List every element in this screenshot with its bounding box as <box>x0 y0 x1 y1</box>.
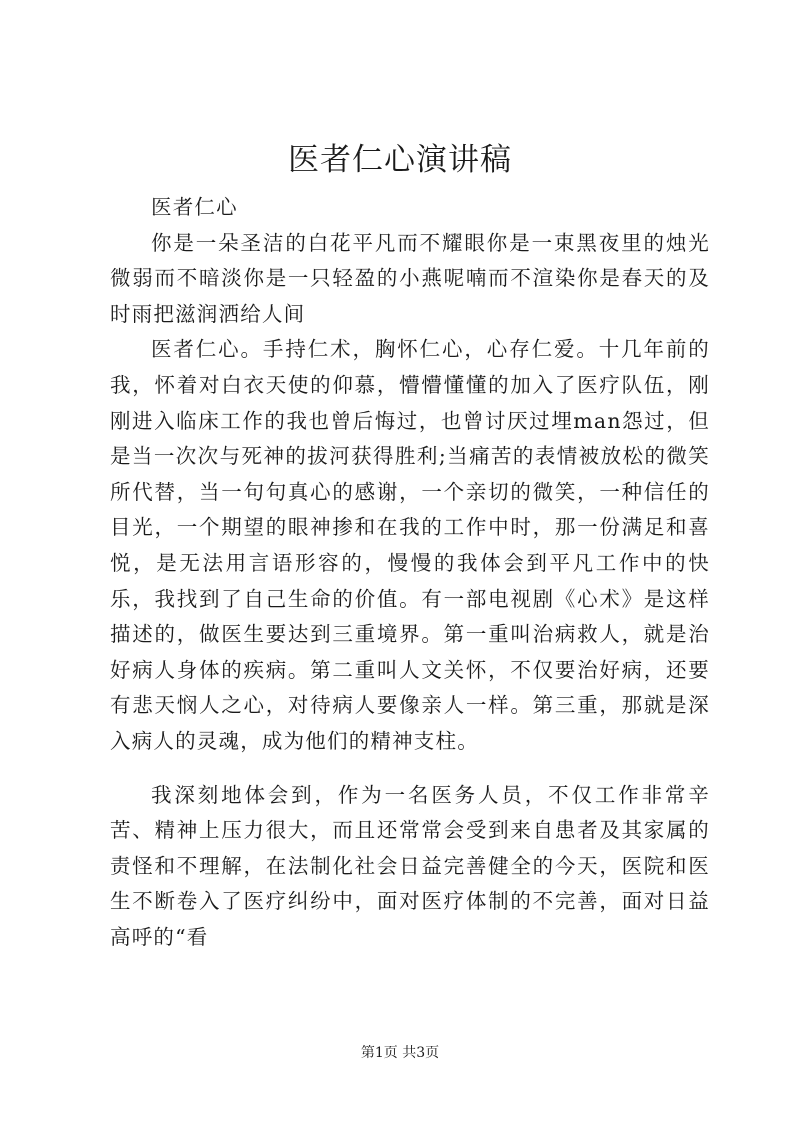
page-indicator: 第1页 共3页 <box>360 1045 440 1061</box>
document-title: 医者仁心演讲稿 <box>288 142 512 178</box>
document-body <box>110 190 710 955</box>
paragraph-poem: 你是一朵圣洁的白花平凡而不耀眼你是一束黑夜里的烛光微弱而不暗淡你是一只轻盈的小燕呢喃而不渲染你是春天的及时雨把滋润洒给人间 <box>110 230 710 326</box>
paragraph-reflection: 我深刻地体会到，作为一名医务人员，不仅工作非常辛苦、精神上压力很大，而且还常常会受到来自患者及其家属的责怪和不理解，在法制化社会日益完善健全的今天，医院和医生不断卷入了医疗纠纷中，面对医疗体制的不完善，面对日益高呼的“看 <box>110 782 710 949</box>
paragraph-heading: 医者仁心 <box>151 195 238 219</box>
paragraph-main: 医者仁心。手持仁术，胸怀仁心，心存仁爱。十几年前的我，怀着对白衣天使的仰慕，懵懵懂懂的加入了医疗队伍，刚刚进入临床工作的我也曾后悔过，也曾讨厌过埋man怨过，但是当一次次与死神的拔河获得胜利;当痛苦的表情被放松的微笑所代替，当一句句真心的感谢，一个亲切的微笑，一种信任的目光，一个期望的眼神掺和在我的工作中时，那一份满足和喜悦，是无法用言语形容的，慢慢的我体会到平凡工作中的快乐，我找到了自己生命的价值。有一部电视剧《心术》是这样描述的，做医生要达到三重境界。第一重叫治病救人，就是治好病人身体的疾病。第二重叫人文关怀，不仅要治好病，还要有悲天悯人之心，对待病人要像亲人一样。第三重，那就是深入病人的灵魂，成为他们的精神支柱。 <box>110 337 710 753</box>
